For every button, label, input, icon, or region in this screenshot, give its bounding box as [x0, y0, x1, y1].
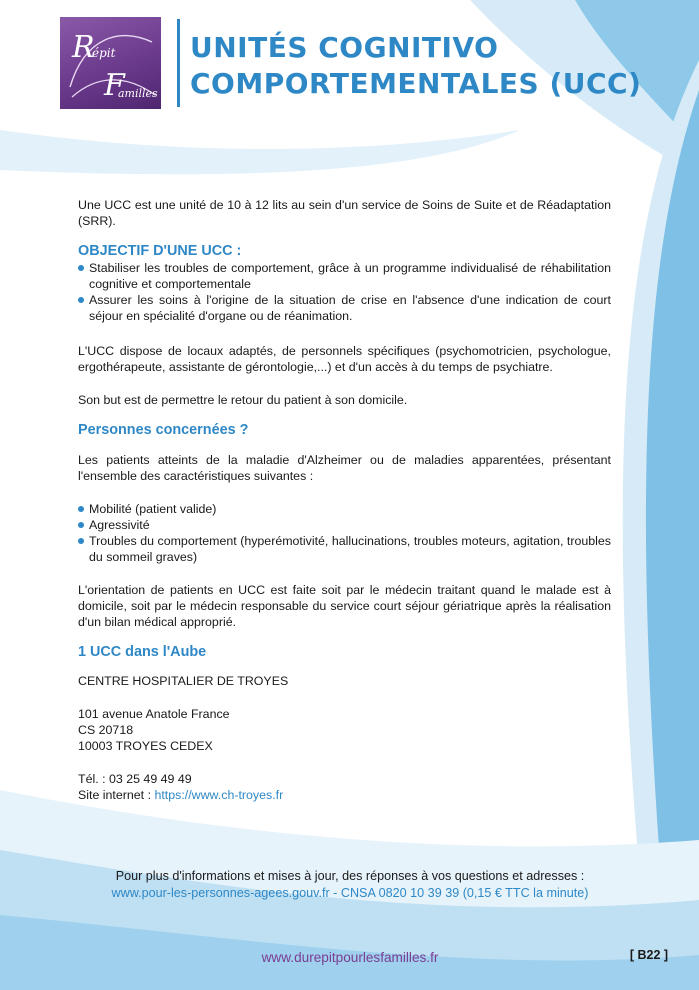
orientation-paragraph: L'orientation de patients en UCC est faite soit par le médecin traitant quand le malade est à domicile, soit par le médecin responsable du service court séjour gériatrique après la réalisation d'un bilan médical approprié.: [78, 583, 611, 629]
list-item: Assurer les soins à l'origine de la situation de crise en l'absence d'une indication de court séjour en spécialité d'organe ou de réanimation.: [78, 292, 611, 324]
personnes-heading: Personnes concernées ?: [78, 422, 249, 438]
website-label: Site internet :: [78, 788, 155, 802]
personnes-list: [78, 501, 611, 565]
title-line-1: UNITÉS COGNITIVO: [190, 31, 499, 64]
objectif-list: [78, 260, 611, 324]
footer-info-link[interactable]: www.pour-les-personnes-agees.gouv.fr - CNSA 0820 10 39 39 (0,15 € TTC la minute): [111, 886, 589, 900]
locaux-paragraph: L'UCC dispose de locaux adaptés, de personnels spécifiques (psychomotricien, psychologue, ergothérapeute, assistante de gérontologie,...) et d'un accès à du temps de psychiatre.: [78, 344, 611, 374]
logo-initial-r: R: [72, 30, 95, 65]
website-row: [78, 787, 611, 803]
list-item: Stabiliser les troubles de comportement, grâce à un programme individualisé de réhabilitation cognitive et comportementale: [78, 260, 611, 292]
address-line-1: 101 avenue Anatole France: [78, 707, 230, 721]
list-item: Mobilité (patient valide): [78, 501, 611, 517]
logo-word-epit: épit: [92, 46, 116, 60]
page-title: [190, 30, 650, 102]
objectif-heading: OBJECTIF D'UNE UCC :: [78, 243, 242, 259]
personnes-intro: Les patients atteints de la maladie d'Alzheimer ou de maladies apparentées, présentant l'ensemble des caractéristiques suivantes :: [78, 453, 611, 483]
title-line-2: COMPORTEMENTALES (UCC): [190, 67, 642, 100]
footer-site-link[interactable]: www.durepitpourlesfamilles.fr: [261, 950, 439, 965]
aube-heading: 1 UCC dans l'Aube: [78, 644, 207, 660]
logo-mark: [60, 17, 161, 109]
but-paragraph: Son but est de permettre le retour du patient à son domicile.: [78, 393, 408, 407]
logo: [60, 17, 161, 109]
list-item: Agressivité: [78, 517, 611, 533]
list-item: Troubles du comportement (hyperémotivité, hallucinations, troubles moteurs, agitation, troubles du sommeil graves): [78, 533, 611, 565]
header-divider: [177, 19, 180, 107]
address-line-2: CS 20718: [78, 723, 134, 737]
footer-info-line-1: Pour plus d'informations et mises à jour, des réponses à vos questions et adresses :: [115, 869, 585, 883]
intro-paragraph: Une UCC est une unité de 10 à 12 lits au sein d'un service de Soins de Suite et de Réadaptation (SRR).: [78, 198, 611, 228]
website-link[interactable]: https://www.ch-troyes.fr: [154, 788, 284, 802]
logo-word-amilles: amilles: [118, 87, 158, 100]
logo-initial-f: F: [104, 68, 125, 103]
page-number: [ B22 ]: [629, 948, 669, 962]
top-left-wave: [0, 130, 520, 174]
phone-number: Tél. : 03 25 49 49 49: [78, 772, 192, 786]
address-line-3: 10003 TROYES CEDEX: [78, 739, 213, 753]
main-content: [78, 197, 611, 803]
hospital-name: CENTRE HOSPITALIER DE TROYES: [78, 674, 289, 688]
footer-info: [40, 868, 660, 902]
